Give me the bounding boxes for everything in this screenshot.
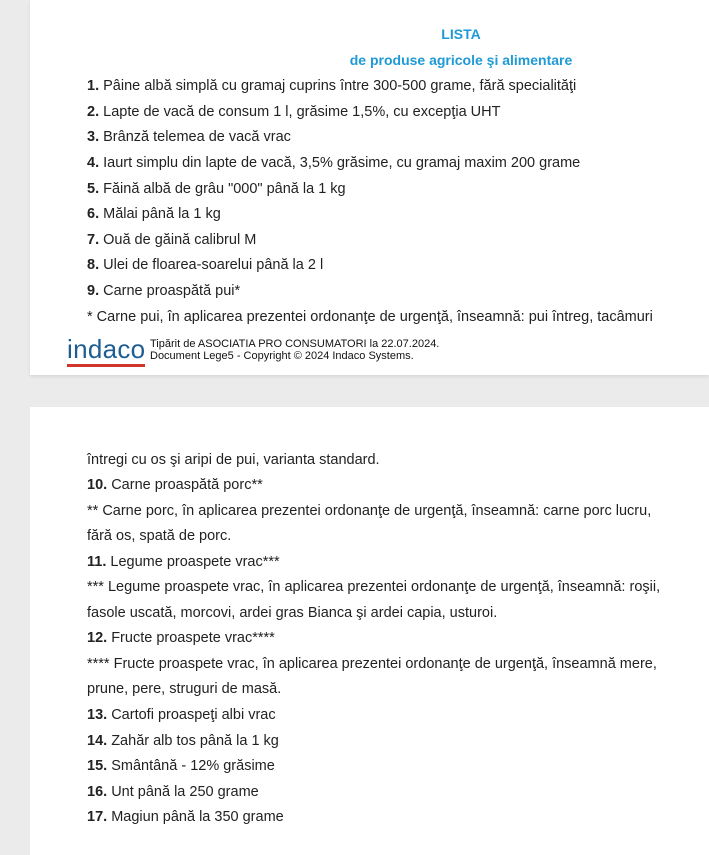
footnote-continuation: fără os, spată de porc. <box>87 528 232 544</box>
list-item <box>87 154 580 172</box>
list-item <box>87 77 576 95</box>
indaco-logo: indaco <box>67 334 145 367</box>
item-text: Lapte de vacă de consum 1 l, grăsime 1,5%, cu excepţia UHT <box>103 104 501 120</box>
item-text: Iaurt simplu din lapte de vacă, 3,5% grăsime, cu gramaj maxim 200 grame <box>103 155 581 171</box>
item-text: Brânză telemea de vacă vrac <box>103 129 291 145</box>
item-number: 9. <box>87 283 100 299</box>
list-item <box>87 476 263 494</box>
footnote: *** Legume proaspete vrac, în aplicarea prezentei ordonanţe de urgenţă, înseamnă: roşii, <box>87 579 661 595</box>
item-text: Magiun până la 350 grame <box>111 809 284 825</box>
item-number: 11. <box>87 554 107 570</box>
footer-copyright: Document Lege5 - Copyright © 2024 Indaco Systems. <box>150 350 414 362</box>
document-page-1 <box>30 0 709 375</box>
footer-printed-by: Tipărit de ASOCIATIA PRO CONSUMATORI la 22.07.2024. <box>150 338 440 350</box>
list-subtitle: de produse agricole şi alimentare <box>349 52 573 68</box>
item-number: 10. <box>87 477 108 493</box>
item-text: Carne proaspătă porc** <box>111 477 263 493</box>
item-number: 12. <box>87 630 108 646</box>
footnote-continuation: prune, pere, struguri de masă. <box>87 681 282 697</box>
item-text: Ulei de floarea-soarelui până la 2 l <box>103 257 324 273</box>
item-number: 4. <box>87 155 100 171</box>
item-number: 6. <box>87 206 100 222</box>
item-number: 14. <box>87 733 108 749</box>
item-text: Smântână - 12% grăsime <box>111 758 275 774</box>
list-item <box>87 128 291 146</box>
list-item <box>87 180 346 198</box>
list-item <box>87 732 279 750</box>
item-number: 8. <box>87 257 100 273</box>
item-text: Făină albă de grâu "000" până la 1 kg <box>103 181 346 197</box>
item-text: Pâine albă simplă cu gramaj cuprins între 300-500 grame, fără specialităţi <box>103 78 577 94</box>
item-text: Legume proaspete vrac*** <box>110 554 280 570</box>
list-item <box>87 808 284 826</box>
item-number: 13. <box>87 707 108 723</box>
item-number: 3. <box>87 129 100 145</box>
item-number: 7. <box>87 232 100 248</box>
list-item <box>87 706 276 724</box>
item-number: 5. <box>87 181 100 197</box>
list-item <box>87 757 275 775</box>
footnote: * Carne pui, în aplicarea prezentei ordonanţe de urgenţă, înseamnă: pui întreg, tacâmuri <box>87 309 653 325</box>
item-number: 17. <box>87 809 108 825</box>
list-item <box>87 103 500 121</box>
item-number: 15. <box>87 758 108 774</box>
footnote-continuation: fasole uscată, morcovi, ardei gras Bianca şi ardei capia, usturoi. <box>87 605 498 621</box>
item-text: Zahăr alb tos până la 1 kg <box>111 733 279 749</box>
list-item <box>87 205 221 223</box>
item-number: 1. <box>87 78 100 94</box>
item-text: Ouă de găină calibrul M <box>103 232 257 248</box>
list-item <box>87 783 259 801</box>
list-item <box>87 231 256 249</box>
item-text: Unt până la 250 grame <box>111 784 259 800</box>
item-number: 16. <box>87 784 108 800</box>
footnote: ** Carne porc, în aplicarea prezentei ordonanţe de urgenţă, înseamnă: carne porc lucru, <box>87 503 652 519</box>
footnote: **** Fructe proaspete vrac, în aplicarea prezentei ordonanţe de urgenţă, înseamnă mere, <box>87 656 657 672</box>
list-item <box>87 553 280 571</box>
list-item <box>87 282 240 300</box>
document-page-2 <box>30 407 709 855</box>
list-title: LISTA <box>441 26 481 42</box>
list-item <box>87 629 275 647</box>
item-text: Carne proaspătă pui* <box>103 283 241 299</box>
item-text: Cartofi proaspeţi albi vrac <box>111 707 276 723</box>
item-number: 2. <box>87 104 100 120</box>
item-text: Mălai până la 1 kg <box>103 206 221 222</box>
list-item <box>87 256 323 274</box>
continuation-text: întregi cu os şi aripi de pui, varianta standard. <box>87 452 380 468</box>
item-text: Fructe proaspete vrac**** <box>111 630 275 646</box>
